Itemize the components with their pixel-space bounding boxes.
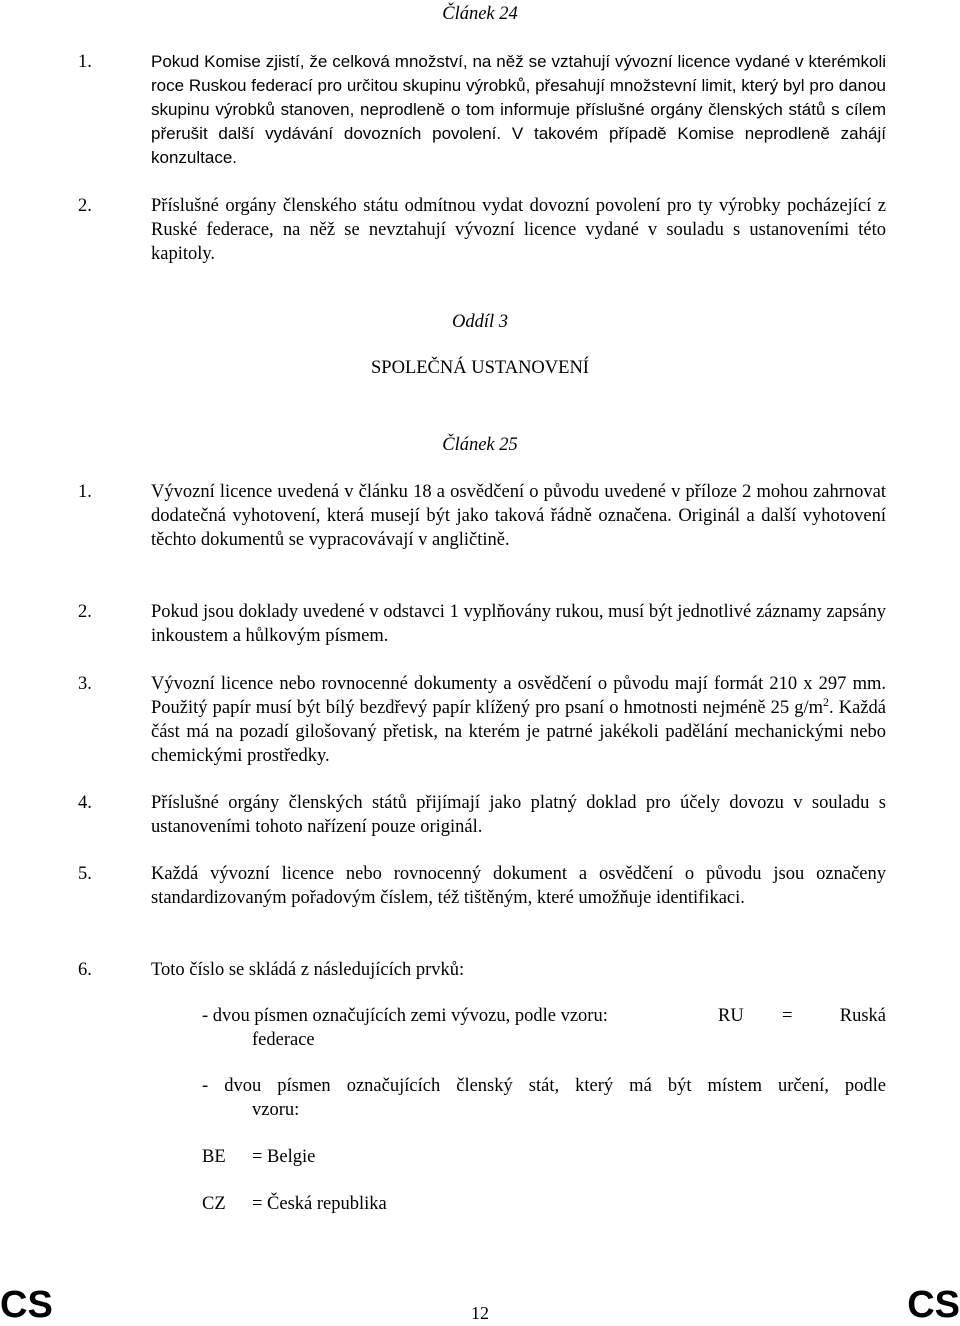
article-25-paragraph-4: [78, 791, 886, 839]
paragraph-text: Toto číslo se skládá z následujících prvků:: [151, 960, 465, 980]
paragraph-number: 1.: [78, 482, 92, 502]
superscript: 2: [822, 694, 829, 709]
article-25-paragraph-3: [78, 672, 886, 768]
paragraph-text-part-a: Vývozní licence nebo rovnocenné dokumenty a osvědčení o původu mají formát 210 x 297 mm. Použitý papír musí být bílý bezdřevý papír klížený pro psaní o hmotnosti nejméně 25 g/m: [151, 674, 886, 718]
article-25-paragraph-1: [78, 480, 886, 552]
article-25-paragraph-5: [78, 862, 886, 910]
paragraph-number: 4.: [78, 793, 92, 813]
paragraph-text: Vývozní licence uvedená v článku 18 a osvědčení o původu uvedené v příloze 2 mohou zahrnovat dodatečná vyhotovení, která musejí být jako taková řádně označena. Originál a další vyhotovení těchto dokumentů se vypracovávají v angličtině.: [151, 482, 886, 550]
item-value: Ruská: [839, 1006, 886, 1026]
section-3-title: Oddíl 3: [451, 312, 508, 332]
article-25-paragraph-6: [78, 958, 886, 982]
paragraph-text: Každá vývozní licence nebo rovnocenný dokument a osvědčení o původu jsou označeny standardizovaným pořadovým číslem, též tištěným, které umožňuje identifikaci.: [151, 864, 886, 908]
paragraph-text: Pokud Komise zjistí, že celková množství, na něž se vztahují vývozní licence vydané v kterémkoli roce Ruskou federací pro určitou skupinu výrobků, přesahují množstevní limit, který byl pro danou skupinu výrobků stanoven, neprodleně o tom informuje příslušné orgány členských států s cílem přerušit další vydávání dovozních povolení. V takovém případě Komise neprodleně zahájí konzultace.: [151, 52, 886, 167]
paragraph-number: 2.: [78, 602, 92, 622]
paragraph-text: Příslušné orgány členského státu odmítnou vydat dovozní povolení pro ty výrobky pocházející z Ruské federace, na něž se nevztahují vývozní licence vydané v souladu s ustanoveními této kapitoly.: [151, 196, 886, 264]
country-code: CZ: [202, 1194, 226, 1214]
element-item-member-state: [202, 1074, 886, 1122]
paragraph-text-part-b: . Každá část má na pozadí gilošovaný přetisk, na kterém je patrné jakékoli padělání mechanickými nebo chemickými prostředky.: [151, 698, 886, 766]
article-24-paragraph-2: [78, 194, 886, 266]
item-text: - dvou písmen označujících zemi vývozu, podle vzoru:: [202, 1006, 608, 1026]
paragraph-number: 5.: [78, 864, 92, 884]
item-value-continued: federace: [252, 1030, 315, 1050]
item-code: RU: [718, 1006, 744, 1026]
paragraph-number: 3.: [78, 674, 92, 694]
paragraph-number: 6.: [78, 960, 92, 980]
country-name: = Belgie: [252, 1147, 316, 1167]
item-text-continued: vzoru:: [252, 1100, 300, 1120]
country-code: BE: [202, 1147, 226, 1167]
page-number: 12: [471, 1303, 489, 1323]
item-equals: =: [782, 1006, 793, 1026]
country-name: = Česká republika: [252, 1194, 387, 1214]
paragraph-text: Příslušné orgány členských států přijímají jako platný doklad pro účely dovozu v souladu s ustanoveními tohoto nařízení pouze originál.: [151, 793, 886, 837]
footer-language-left: CS: [0, 1284, 53, 1326]
article-24-title: Článek 24: [442, 4, 518, 24]
paragraph-text: [151, 672, 886, 768]
article-24-paragraph-1: [78, 50, 886, 170]
article-25-title: Článek 25: [442, 435, 518, 455]
paragraph-number: 2.: [78, 196, 92, 216]
paragraph-text: Pokud jsou doklady uvedené v odstavci 1 vyplňovány rukou, musí být jednotlivé záznamy zapsány inkoustem a hůlkovým písmem.: [151, 602, 886, 646]
section-3-subtitle: SPOLEČNÁ USTANOVENÍ: [371, 358, 589, 378]
item-text: - dvou písmen označujících členský stát, který má být místem určení, podle: [202, 1076, 886, 1096]
footer-language-right: CS: [907, 1284, 960, 1326]
paragraph-number: 1.: [78, 52, 92, 72]
article-25-paragraph-2: [78, 600, 886, 648]
